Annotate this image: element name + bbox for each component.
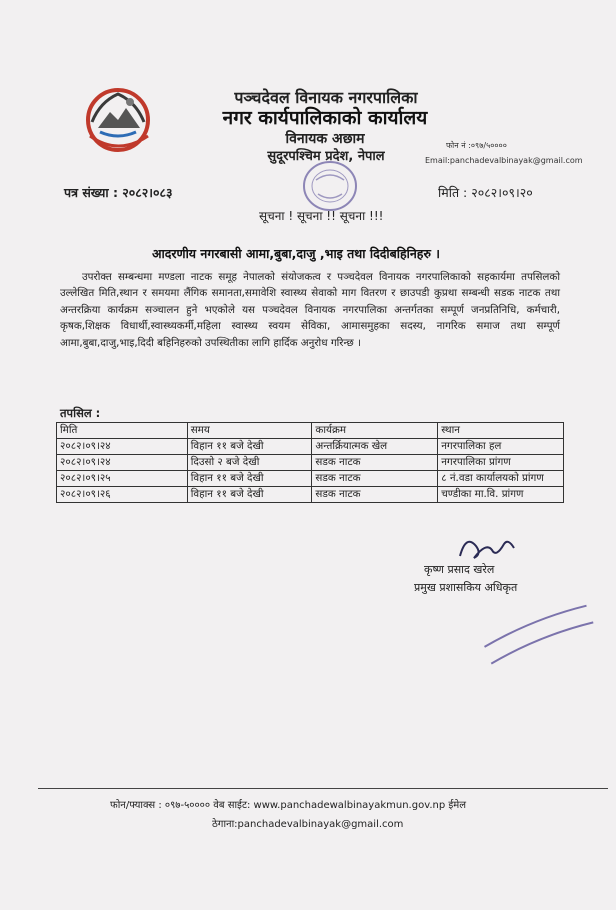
cell-venue: नगरपालिका हल bbox=[438, 439, 564, 455]
cell-program: सडक नाटक bbox=[312, 455, 438, 471]
cell-program: अन्तर्क्रियात्मक खेल bbox=[312, 439, 438, 455]
footer-address: ठेगाना:panchadevalbinayak@gmail.com bbox=[212, 819, 404, 830]
salutation: आदरणीय नगरबासी आमा,बुबा,दाजु ,भाइ तथा दिदीबहिनिहरु । bbox=[152, 246, 441, 261]
org-office-name: नगर कार्यपालिकाको कार्यालय bbox=[222, 107, 428, 129]
header-venue: स्थान bbox=[438, 423, 564, 439]
cell-time: विहान ११ बजे देखी bbox=[187, 439, 312, 455]
footer-contact: फोन/फ्याक्स : ०९७-५०००० वेब साईट: www.panchadewalbinayakmun.gov.np ईमेल bbox=[110, 800, 467, 811]
signatory-name: कृष्ण प्रसाद खरेल bbox=[424, 563, 495, 576]
org-province: सुदूरपश्चिम प्रदेश, नेपाल bbox=[267, 149, 385, 164]
letter-date: मिति : २०८२।०९।२० bbox=[438, 185, 533, 200]
nepal-emblem-icon bbox=[70, 72, 170, 162]
notice-heading: सूचना ! सूचना !! सूचना !!! bbox=[259, 209, 384, 223]
cell-venue: चण्डीका मा.वि. प्रांगण bbox=[438, 487, 564, 503]
details-label: तपसिल : bbox=[60, 406, 101, 420]
header-program: कार्यक्रम bbox=[312, 423, 438, 439]
table-row bbox=[57, 439, 564, 455]
cell-date: २०८२।०९।२४ bbox=[57, 439, 188, 455]
table-row bbox=[57, 455, 564, 471]
cell-program: सडक नाटक bbox=[312, 487, 438, 503]
org-municipality-name: पञ्चदेवल विनायक नगरपालिका bbox=[234, 88, 418, 107]
signatory-title: प्रमुख प्रशासकिय अधिकृत bbox=[414, 581, 518, 594]
org-location: विनायक अछाम bbox=[285, 131, 365, 147]
signature-seal-icon bbox=[462, 590, 612, 670]
cell-date: २०८२।०९।२४ bbox=[57, 455, 188, 471]
footer-divider bbox=[38, 788, 608, 789]
header-time: समय bbox=[187, 423, 312, 439]
cell-date: २०८२।०९।२५ bbox=[57, 471, 188, 487]
letter-body: उपरोक्त सम्बन्धमा मण्डला नाटक समूह नेपालको संयोजकत्व र पञ्चदेवल विनायक नगरपालिकाको सहकार्यमा तपसिलको उल्लेखित मिति,स्थान र समयमा लैंगिक समानता,समावेशि स्वास्थ्य सेवाको माग वितरण र छाउपडी कुप्रथा सम्बन्धी सडक नाटक तथा अन्तरक्रिया कार्यक्रम सञ्चालन हुने भएकोले यस पञ्चदेवल विनायक नगरपालिका अन्तर्गतका सम्पूर्ण जनप्रतिनिधि, कर्मचारी, कृषक,शिक्षक विधार्थी,स्वास्थ्यकर्मी,महिला स्वास्थ्य स्वयम सेविका, आमासमुहका सदस्य, नागरिक समाज तथा सम्पूर्ण आमा,बुबा,दाजु,भाइ,दिदी बहिनिहरुको उपस्थितीका लागि हार्दिक अनुरोध गरिन्छ । bbox=[60, 271, 560, 349]
cell-venue: ८ नं.वडा कार्यालयको प्रांगण bbox=[438, 471, 564, 487]
cell-date: २०८२।०९।२६ bbox=[57, 487, 188, 503]
cell-time: दिउसो २ बजे देखी bbox=[187, 455, 312, 471]
letter-number: पत्र संख्या : २०८२।०८३ bbox=[64, 185, 173, 200]
schedule-table bbox=[56, 422, 564, 503]
cell-program: सडक नाटक bbox=[312, 471, 438, 487]
header-email: Email:panchadevalbinayak@gmail.com bbox=[425, 156, 583, 165]
table-row bbox=[57, 487, 564, 503]
table-header-row bbox=[57, 423, 564, 439]
cell-venue: नगरपालिका प्रांगण bbox=[438, 455, 564, 471]
cell-time: विहान ११ बजे देखी bbox=[187, 471, 312, 487]
header-date: मिति bbox=[57, 423, 188, 439]
header-phone: फोन नं :०९७/५०००० bbox=[446, 141, 507, 150]
cell-time: विहान ११ बजे देखी bbox=[187, 487, 312, 503]
table-row bbox=[57, 471, 564, 487]
